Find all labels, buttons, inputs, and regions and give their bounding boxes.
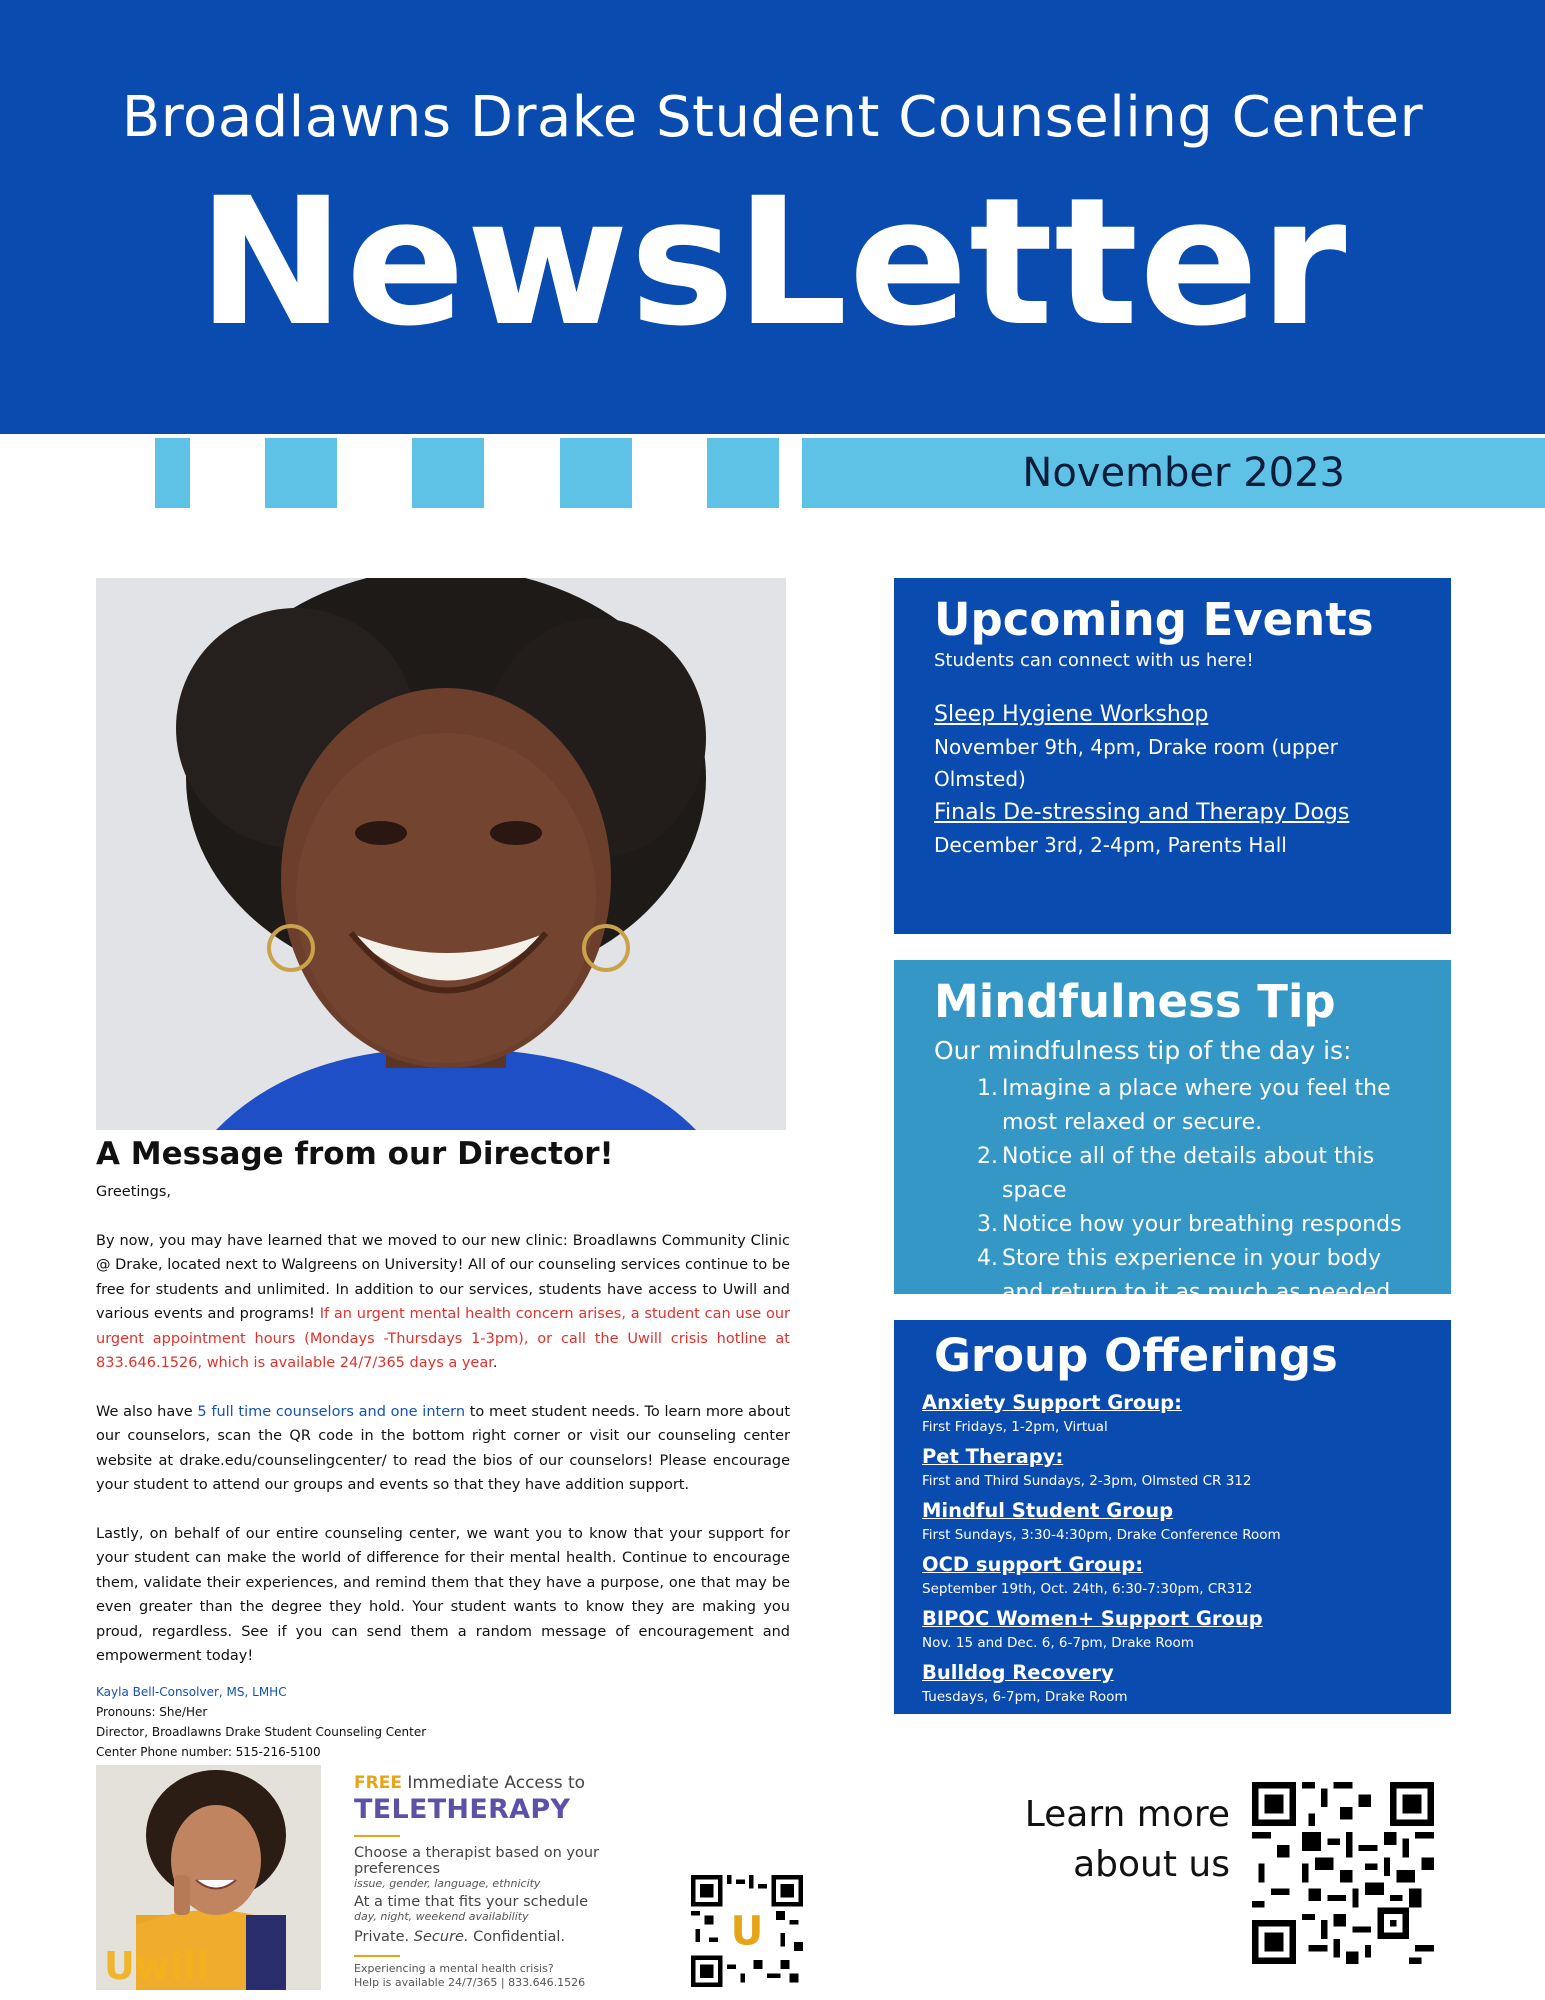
counseling-qr-code[interactable] xyxy=(1252,1782,1434,1964)
stripe-3 xyxy=(412,438,484,508)
ad-private-1: Private. xyxy=(354,1929,414,1945)
step-number: 4. xyxy=(977,1246,998,1272)
mindfulness-step xyxy=(976,1208,1411,1242)
message-p3: Lastly, on behalf of our entire counseling center, we want you to know that your support for your student can make the world of difference for their mental health. Continue to encourage them, validate their experiences, and remind them that they have a purpose, one that may be even greater than the degree they hold. Your student wants to know they are making you proud, regardless. See if you can send them a random message of encouragement and empowerment today! xyxy=(96,1525,790,1664)
ad-divider xyxy=(354,1955,400,1957)
ad-private-2: Secure. xyxy=(413,1929,469,1945)
message-p1: By now, you may have learned that we moved to our new clinic: Broadlawns Community Clinic @ Drake, located next to Walgreens on University! All of our counseling services continue to be free for students and unlimited. In addition to our services, students have access to Uwill and various events and programs! xyxy=(96,1232,790,1322)
group-details: September 19th, Oct. 24th, 6:30-7:30pm, CR312 xyxy=(922,1581,1253,1598)
upcoming-events-panel xyxy=(894,578,1451,934)
ad-line1-sub: issue, gender, language, ethnicity xyxy=(354,1877,541,1890)
ad-crisis-2: Help is available 24/7/365 | 833.646.1526 xyxy=(354,1976,586,1989)
uwill-ad-photo xyxy=(96,1765,321,1990)
events-title: Upcoming Events xyxy=(934,593,1374,646)
ad-private-line xyxy=(354,1929,674,1945)
ad-free-label: FREE xyxy=(354,1773,402,1793)
group-details: First Sundays, 3:30-4:30pm, Drake Conference Room xyxy=(922,1527,1281,1544)
group-link[interactable]: Anxiety Support Group: xyxy=(922,1391,1182,1415)
ad-free-line xyxy=(354,1773,674,1793)
event-details: December 3rd, 2-4pm, Parents Hall xyxy=(934,833,1287,858)
step-text: Notice how your breathing responds xyxy=(1002,1212,1402,1238)
qr-code-icon xyxy=(691,1875,803,1987)
group-link[interactable]: Bulldog Recovery xyxy=(922,1661,1114,1685)
mindfulness-tip-panel xyxy=(894,960,1451,1306)
mindfulness-intro: Our mindfulness tip of the day is: xyxy=(934,1036,1352,1066)
group-offerings-panel xyxy=(894,1320,1451,1714)
signature-pronouns: Pronouns: She/Her xyxy=(96,1705,208,1719)
step-number: 1. xyxy=(977,1076,998,1102)
date-bar xyxy=(802,438,1545,508)
message-p2-end: to meet student needs. To learn more about our counselors, scan the QR code in the bottom right corner or visit our counseling center website at drake.edu/counselingcenter/ to read the bios of our counselors! Please encourage your student to attend our groups and events so that they have addition support. xyxy=(96,1403,791,1493)
header-banner xyxy=(0,0,1545,434)
event-link[interactable]: Finals De-stressing and Therapy Dogs xyxy=(934,800,1350,826)
ad-crisis-1: Experiencing a mental health crisis? xyxy=(354,1962,554,1975)
step-text: Store this experience in your body and return to it as much as needed xyxy=(1002,1246,1391,1306)
counselor-count: 5 full time counselors and one intern xyxy=(197,1403,466,1420)
org-name: Broadlawns Drake Student Counseling Center xyxy=(121,85,1424,150)
director-message-body xyxy=(96,1180,790,1693)
step-text: Imagine a place where you feel the most relaxed or secure. xyxy=(1002,1076,1391,1136)
mindfulness-steps xyxy=(934,1072,1411,1310)
message-p2-start: We also have xyxy=(96,1403,198,1420)
uwill-logo: Uwill xyxy=(104,1944,210,1988)
group-details: Tuesdays, 6-7pm, Drake Room xyxy=(922,1689,1128,1706)
event-link[interactable]: Sleep Hygiene Workshop xyxy=(934,702,1209,728)
director-portrait-illustration xyxy=(96,578,786,1130)
signature-name: Kayla Bell-Consolver, MS, LMHC xyxy=(96,1685,287,1699)
stripe-4 xyxy=(560,438,632,508)
qr-logo-letter: U xyxy=(730,1907,764,1955)
stripe-1 xyxy=(155,438,190,508)
director-photo xyxy=(96,578,786,1130)
learn-more-text xyxy=(980,1790,1230,1890)
greeting: Greetings, xyxy=(96,1184,171,1200)
director-signature xyxy=(96,1682,426,1762)
stripe-2 xyxy=(265,438,337,508)
ad-title: TELETHERAPY xyxy=(354,1794,571,1825)
signature-title: Director, Broadlawns Drake Student Counseling Center xyxy=(96,1725,427,1739)
ad-private-3: Confidential. xyxy=(468,1929,566,1945)
step-text: Notice all of the details about this space xyxy=(1002,1144,1375,1204)
signature-phone: Center Phone number: 515-216-5100 xyxy=(96,1745,321,1759)
stripe-5 xyxy=(707,438,779,508)
step-number: 2. xyxy=(977,1144,998,1170)
newsletter-title: NewsLetter xyxy=(197,160,1348,365)
issue-date: November 2023 xyxy=(1022,450,1345,496)
step-number: 3. xyxy=(977,1212,998,1238)
ad-line1: Choose a therapist based on your preferences xyxy=(354,1845,600,1877)
group-link[interactable]: Pet Therapy: xyxy=(922,1445,1064,1469)
urgent-notice: If an urgent mental health concern arises, a student can use our urgent appointment hours (Mondays -Thursdays 1-3pm), or call the Uwill crisis hotline at 833.646.1526, which is available 24/7/365 days a year xyxy=(96,1306,790,1371)
mindfulness-step xyxy=(976,1140,1411,1208)
group-details: Nov. 15 and Dec. 6, 6-7pm, Drake Room xyxy=(922,1635,1194,1652)
group-link[interactable]: OCD support Group: xyxy=(922,1553,1144,1577)
qr-code-icon xyxy=(1252,1782,1434,1964)
group-details: First and Third Sundays, 2-3pm, Olmsted CR 312 xyxy=(922,1473,1252,1490)
group-link[interactable]: Mindful Student Group xyxy=(922,1499,1174,1523)
message-p1-end: . xyxy=(492,1355,498,1371)
uwill-ad-text xyxy=(354,1773,674,1990)
uwill-teletherapy-ad xyxy=(96,1765,816,1990)
mindfulness-step xyxy=(976,1242,1411,1310)
events-list xyxy=(934,699,1411,861)
director-message-heading: A Message from our Director! xyxy=(96,1136,614,1172)
event-details: November 9th, 4pm, Drake room (upper Olmsted) xyxy=(934,735,1338,792)
events-subtitle: Students can connect with us here! xyxy=(934,650,1254,672)
group-details: First Fridays, 1-2pm, Virtual xyxy=(922,1419,1108,1436)
group-link[interactable]: BIPOC Women+ Support Group xyxy=(922,1607,1263,1631)
learn-more-line1: Learn more xyxy=(1024,1794,1230,1835)
ad-line2: At a time that fits your schedule xyxy=(354,1894,589,1910)
mindfulness-step xyxy=(976,1072,1411,1140)
mindfulness-title: Mindfulness Tip xyxy=(934,975,1336,1028)
ad-divider xyxy=(354,1835,400,1837)
groups-title: Group Offerings xyxy=(934,1329,1338,1382)
uwill-qr-code[interactable] xyxy=(691,1875,803,1987)
ad-free-rest: Immediate Access to xyxy=(401,1773,586,1793)
ad-line2-sub: day, night, weekend availability xyxy=(354,1910,529,1923)
learn-more-line2: about us xyxy=(1073,1844,1230,1885)
